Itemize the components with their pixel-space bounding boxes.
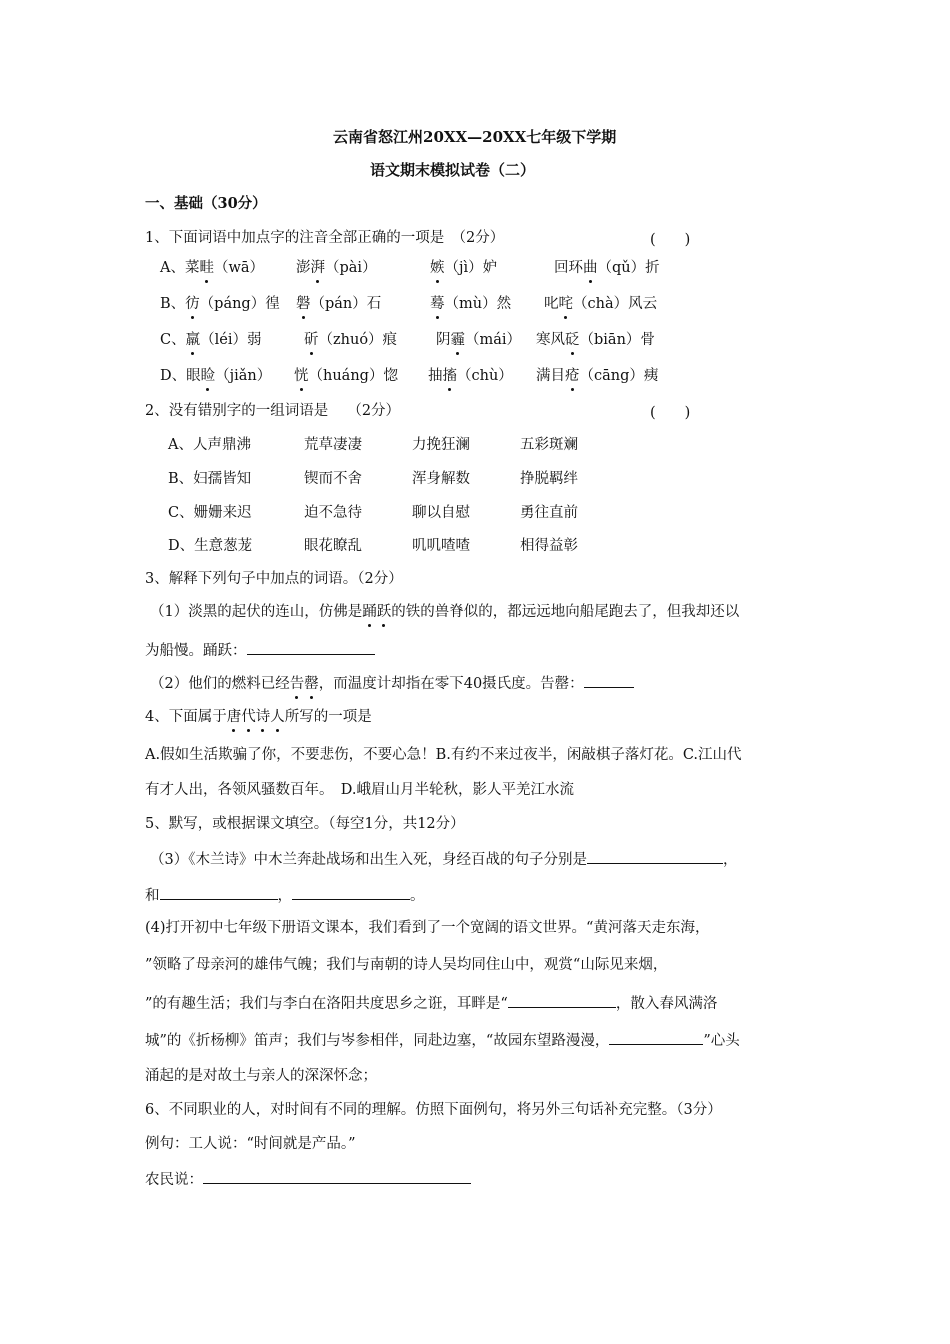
q1-d-4: 满目疮（cāng）痍 bbox=[536, 368, 659, 384]
emphasis-dot-char: 斫 bbox=[304, 332, 319, 348]
q5-part4-line4 bbox=[145, 1029, 740, 1051]
emphasis-dot-char: 咤 bbox=[558, 296, 573, 312]
q4-stem-dotted-word bbox=[227, 709, 285, 725]
q6-farmer-label: 农民说： bbox=[145, 1172, 203, 1188]
q5-part3-line2 bbox=[145, 884, 425, 906]
q1-a-3: 嫉（jì）妒 bbox=[430, 260, 498, 276]
q1-a-1: A、菜畦（wā） bbox=[160, 260, 265, 276]
q6-stem: 6、不同职业的人，对时间有不同的理解。仿照下面例句，将另外三句话补充完整。（3分） bbox=[145, 1102, 722, 1118]
emphasis-dot-char: 罄 bbox=[304, 676, 319, 692]
q2-option-c bbox=[168, 503, 578, 523]
emphasis-dot-char: 湃 bbox=[310, 260, 325, 276]
q2-a-3: 力挽狂澜 bbox=[412, 437, 470, 453]
q5-part4-line3 bbox=[145, 992, 717, 1014]
q5-p3-comma: ， bbox=[722, 852, 738, 868]
q4-stem-b: 所写的一项是 bbox=[284, 709, 372, 725]
q4-options-line2: 有才人出，各领风骚数百年。 D.峨眉山月半轮秋，影人平羌江水流 bbox=[145, 782, 574, 798]
q3-sentence1-line2 bbox=[145, 639, 375, 661]
emphasis-dot-char: 诗 bbox=[255, 709, 271, 725]
q1-option-c bbox=[160, 330, 655, 350]
q5-p4-l3-text-b: ，散入春风满洛 bbox=[615, 996, 718, 1012]
q5-p4-l4-text-a: 城”的《折杨柳》笛声；我们与岑参相伴，同赴边塞，“故园东望路漫漫， bbox=[145, 1033, 610, 1049]
q2-d-2: 眼花瞭乱 bbox=[304, 538, 362, 554]
q2-c-2: 迫不急待 bbox=[304, 505, 362, 521]
q5-p3-blank-3[interactable] bbox=[292, 884, 410, 900]
q3-s2-dotted-word bbox=[290, 676, 319, 692]
section-heading-basics: 一、基础（30分） bbox=[145, 195, 267, 212]
q2-b-1: B、妇孺皆知 bbox=[168, 471, 252, 487]
q2-a-2: 荒草凄凄 bbox=[304, 437, 362, 453]
q5-p3-blank-1[interactable] bbox=[587, 848, 723, 864]
emphasis-dot-char: 羸 bbox=[185, 332, 201, 348]
q1-a-4: 回环曲（qǔ）折 bbox=[554, 260, 660, 276]
q1-answer-parens: ( ) bbox=[650, 232, 691, 248]
emphasis-dot-char: 恍 bbox=[294, 368, 309, 384]
q2-b-2: 锲而不舍 bbox=[304, 471, 362, 487]
emphasis-dot-char: 搐 bbox=[442, 368, 457, 384]
q6-example: 例句：工人说：“时间就是产品。” bbox=[145, 1136, 356, 1152]
q5-part4-line1: (4)打开初中七年级下册语文课本，我们看到了一个宽阔的语文世界。“黄河落天走东海， bbox=[145, 920, 710, 936]
emphasis-dot-char: 曲 bbox=[583, 260, 598, 276]
q2-b-4: 挣脱羁绊 bbox=[520, 471, 578, 487]
emphasis-dot-char: 砭 bbox=[565, 332, 580, 348]
emphasis-dot-char: 告 bbox=[289, 676, 305, 692]
q1-option-d bbox=[160, 366, 658, 386]
q5-p4-l3-text-a: ”的有趣生活；我们与李白在洛阳共度思乡之诳，耳畔是“ bbox=[145, 996, 508, 1012]
q6-farmer-line bbox=[145, 1168, 471, 1190]
q2-c-1: C、姗姗来迟 bbox=[168, 505, 252, 521]
emphasis-dot-char: 磐 bbox=[296, 296, 311, 312]
q5-stem: 5、默写，或根据课文填空。（每空1分，共12分） bbox=[145, 816, 465, 832]
q3-s1-text-b: 的铁的兽脊似的，都远远地向船尾跑去了，但我却还以 bbox=[391, 604, 740, 620]
q3-s2-answer-blank[interactable] bbox=[584, 672, 634, 688]
exam-title-line2: 语文期末模拟试卷（二） bbox=[370, 161, 536, 179]
q1-c-4: 寒风砭（biān）骨 bbox=[536, 332, 655, 348]
emphasis-dot-char: 蓦 bbox=[430, 296, 445, 312]
q5-p3-text: （3）《木兰诗》中木兰奔赴战场和出生入死，身经百战的句子分别是 bbox=[150, 852, 587, 868]
q5-p4-l4-text-b: ”心头 bbox=[703, 1033, 740, 1049]
q5-p4-blank-1[interactable] bbox=[508, 992, 616, 1008]
q3-s2-text-a: （2）他们的燃料已经 bbox=[150, 676, 290, 692]
emphasis-dot-char: 人 bbox=[270, 709, 285, 725]
q4-options-line1: A.假如生活欺骗了你，不要悲伤，不要心急！B.有约不来过夜半，闲敲棋子落灯花。C.江山代 bbox=[145, 747, 742, 763]
q1-c-1: C、羸（léi）弱 bbox=[160, 332, 262, 348]
q3-s1-label: 为船慢。踊跃： bbox=[145, 643, 247, 659]
q2-b-3: 浑身解数 bbox=[412, 471, 470, 487]
q1-b-2: 磐（pán）石 bbox=[296, 296, 382, 312]
q5-p3-comma2: ， bbox=[277, 888, 292, 904]
q2-a-4: 五彩斑斓 bbox=[520, 437, 578, 453]
emphasis-dot-char: 畦 bbox=[199, 260, 214, 276]
q1-d-2: 恍（huáng）惚 bbox=[294, 368, 398, 384]
emphasis-dot-char: 彷 bbox=[185, 296, 200, 312]
q1-b-4: 叱咤（chà）风云 bbox=[544, 296, 658, 312]
emphasis-dot-char: 跃 bbox=[376, 604, 392, 620]
emphasis-dot-char: 代 bbox=[241, 709, 256, 725]
q2-option-a bbox=[168, 435, 578, 455]
q1-d-3: 抽搐（chù） bbox=[428, 368, 513, 384]
q2-d-3: 叽叽喳喳 bbox=[412, 538, 470, 554]
q2-answer-parens: ( ) bbox=[650, 405, 691, 421]
q3-sentence1-line1 bbox=[150, 602, 739, 622]
q1-b-3: 蓦（mù）然 bbox=[430, 296, 512, 312]
q2-c-3: 聊以自慰 bbox=[412, 505, 470, 521]
q3-s1-dotted-word bbox=[362, 604, 391, 620]
q4-stem bbox=[145, 707, 372, 727]
emphasis-dot-char: 唐 bbox=[226, 709, 242, 725]
q5-p3-and: 和 bbox=[145, 888, 160, 904]
q1-d-1: D、眼睑（jiǎn） bbox=[160, 368, 272, 384]
q3-sentence2 bbox=[150, 672, 634, 694]
q1-option-b bbox=[160, 294, 657, 314]
q2-a-1: A、人声鼎沸 bbox=[168, 437, 251, 453]
q6-farmer-answer-blank[interactable] bbox=[203, 1168, 471, 1184]
q2-stem: 2、没有错别字的一组词语是 （2分） bbox=[145, 403, 401, 419]
q3-s1-answer-blank[interactable] bbox=[247, 639, 375, 655]
q5-part4-line5: 涌起的是对故土与亲人的深深怀念； bbox=[145, 1068, 377, 1084]
q2-d-1: D、生意葱茏 bbox=[168, 538, 253, 554]
q2-option-b bbox=[168, 469, 578, 489]
q2-option-d bbox=[168, 536, 578, 556]
q5-part4-line2: ”领略了母亲河的雄伟气魄；我们与南朝的诗人吴均同住山中，观赏“山际见来烟， bbox=[145, 957, 668, 973]
q3-s2-text-b: ，而温度计却指在零下40摄氏度。告罄： bbox=[318, 676, 584, 692]
q5-p3-blank-2[interactable] bbox=[160, 884, 278, 900]
emphasis-dot-char: 疮 bbox=[565, 368, 580, 384]
q1-c-2: 斫（zhuó）痕 bbox=[304, 332, 398, 348]
q2-d-4: 相得益彰 bbox=[520, 538, 578, 554]
q5-p3-period: 。 bbox=[410, 888, 425, 904]
q3-s1-text-a: （1）淡黑的起伏的连山，仿佛是 bbox=[150, 604, 363, 620]
q5-p4-blank-2[interactable] bbox=[609, 1029, 703, 1045]
emphasis-dot-char: 踊 bbox=[362, 604, 377, 620]
q2-c-4: 勇往直前 bbox=[520, 505, 578, 521]
emphasis-dot-char: 嫉 bbox=[430, 260, 445, 276]
exam-title-line1: 云南省怒江州20XX—20XX七年级下学期 bbox=[333, 128, 617, 146]
q1-c-3: 阴霾（mái） bbox=[436, 332, 522, 348]
q1-option-a bbox=[160, 258, 660, 278]
emphasis-dot-char: 霾 bbox=[450, 332, 465, 348]
q1-b-1: B、彷（páng）徨 bbox=[160, 296, 280, 312]
emphasis-dot-char: 睑 bbox=[200, 368, 216, 384]
q3-stem: 3、解释下列句子中加点的词语。（2分） bbox=[145, 571, 403, 587]
q4-stem-a: 4、下面属于 bbox=[145, 709, 227, 725]
q1-stem: 1、下面词语中加点字的注音全部正确的一项是 （2分） bbox=[145, 230, 505, 246]
q1-a-2: 澎湃（pài） bbox=[296, 260, 377, 276]
q5-part3-line1 bbox=[150, 848, 737, 870]
